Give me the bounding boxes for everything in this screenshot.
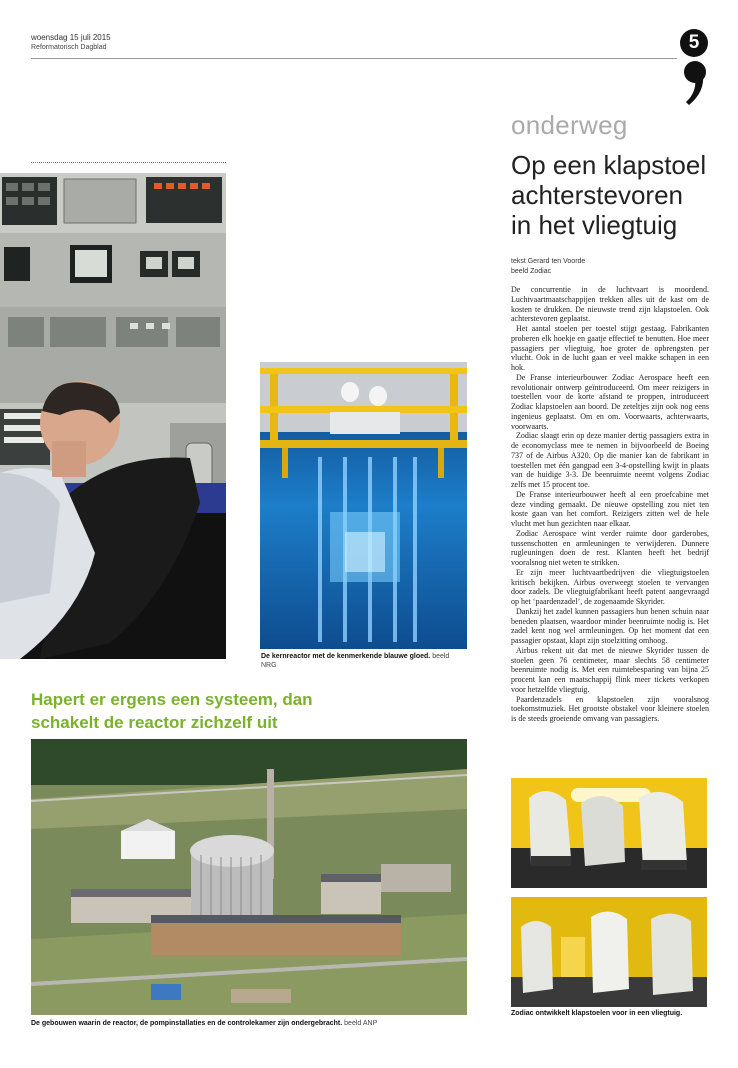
byline-author: tekst Gerard ten Voorde: [511, 258, 586, 265]
reactor-kicker-line-2: schakelt de reactor zichzelf uit: [31, 713, 278, 732]
byline: [511, 257, 585, 277]
article-paragraph: De Franse interieurbouwer heeft al een proefcabine met deze vinding gemaakt. De nieuwe opstelling zou niet ten koste gaan van het comfort. Reizigers zitten wel de hele vlucht met hun gezichten naar elkaar.: [511, 489, 709, 528]
reactor-building-caption-text: De gebouwen waarin de reactor, de pompinstallaties en de controlekamer zijn ondergebracht.: [31, 1020, 343, 1027]
control-room-photo: [0, 173, 226, 659]
reactor-kicker: [31, 688, 471, 734]
reactor-core-credit: beeld NRG: [261, 653, 450, 669]
article-paragraph: De concurrentie in de luchtvaart is moordend. Luchtvaartmaatschappijen trekken alles uit de kast om de kosten te drukken. De nieuwste trend zijn klapstoelen. Ook achterstevoren geplaatst.: [511, 285, 709, 324]
headline-line-2: achterstevoren: [511, 180, 683, 210]
cabin-photo-bottom: [511, 897, 707, 1007]
article-headline: [511, 150, 731, 240]
reactor-building-credit: beeld ANP: [344, 1020, 378, 1027]
reactor-core-caption: [261, 652, 466, 670]
article-paragraph: De Franse interieurbouwer Zodiac Aerospace heeft een revolutionair ontwerp geïntroduceerd. Om meer reizigers in toestellen voor de korte afstand te proppen, introduceert Zodiac klapstoelen aan boord. De zeteltjes zijn ook nog eens ingenieus geplaatst. Om en om. Voorwaarts, achterwaarts, voorwaarts.: [511, 372, 709, 431]
cabin-photo-top: [511, 778, 707, 888]
reactor-building-caption: [31, 1019, 471, 1028]
article-paragraph: Zodiac Aerospace wint verder ruimte door garderobes, tussenschotten en armleuningen te verwijderen. Dunnere rugleuningen doen de rest. Klanten heeft het bedrijf vooralsnog niet weten te strikken.: [511, 528, 709, 567]
headline-line-1: Op een klapstoel: [511, 150, 707, 180]
byline-photo-credit: beeld Zodiac: [511, 268, 552, 275]
issue-date: woensdag 15 juli 2015: [31, 33, 111, 42]
reactor-core-photo: [260, 362, 467, 649]
article-paragraph: Er zijn meer luchtvaartbedrijven die vliegtuigstoelen kritisch bekijken. Airbus overweegt stoelen te vervangen door zadels. De vliegtuigfabrikant heeft patent aangevraagd op het ‘paardenzadel’, de zogenaamde Skyrider.: [511, 567, 709, 606]
dotted-divider: [31, 162, 226, 163]
cabin-caption: [511, 1009, 711, 1018]
page-number: 5: [680, 29, 708, 57]
newspaper-name: Reformatorisch Dagblad: [31, 44, 107, 51]
reactor-core-caption-text: De kernreactor met de kenmerkende blauwe gloed.: [261, 653, 431, 660]
article-paragraph: Het aantal stoelen per toestel stijgt gestaag. Fabrikanten proberen elk hoekje en gaatje effectief te benutten. Hoe meer passagiers per vliegtuig, hoe groter de opbrengsten per vlucht. Ook in de lucht gaan er veel makke schapen in een hok.: [511, 324, 709, 372]
header-rule: [31, 58, 677, 59]
article-paragraph: Airbus rekent uit dat met de nieuwe Skyrider tussen de stoelen geen 76 centimeter, maar slechts 58 centimeter beenruimte nodig is. Met een ruimtebesparing van bijna 25 procent kan een maatschappij flink meer tickets verkopen voor hetzelfde vliegtuig.: [511, 645, 709, 694]
article-paragraph: Paardenzadels en klapstoelen zijn vooralsnog toekomstmuziek. Het grootste obstakel voor kleinere stoelen is de steeds groeiende omvang van passagiers.: [511, 694, 709, 723]
article-paragraph: Zodiac slaagt erin op deze manier dertig passagiers extra in de economyclass mee te nemen in bijvoorbeeld de Boeing 737 of de Airbus A320. Op die manier kan de fabrikant in toestellen met één gangpad een 3-4-opstelling kwijt in plaats van de huidige 3-3. De beenruimte neemt volgens Zodiac zelfs met 15 procent toe.: [511, 431, 709, 489]
reactor-kicker-line-1: Hapert er ergens een systeem, dan: [31, 690, 313, 709]
article-body: [511, 285, 709, 724]
headline-line-3: in het vliegtuig: [511, 210, 678, 240]
article-paragraph: Dankzij het zadel kunnen passagiers hun benen schuin naar beneden plaatsen, waardoor minder beenruimte nodig is. Het zadel kent nog wel armleuningen. Op het moment dat een passagier opstaat, klapt zijn stoelzitting omhoog.: [511, 606, 709, 645]
comma-logo-icon: [683, 60, 707, 106]
section-label: onderweg: [511, 110, 628, 140]
reactor-building-photo: [31, 739, 467, 1015]
cabin-caption-text: Zodiac ontwikkelt klapstoelen voor in een vliegtuig.: [511, 1010, 683, 1017]
